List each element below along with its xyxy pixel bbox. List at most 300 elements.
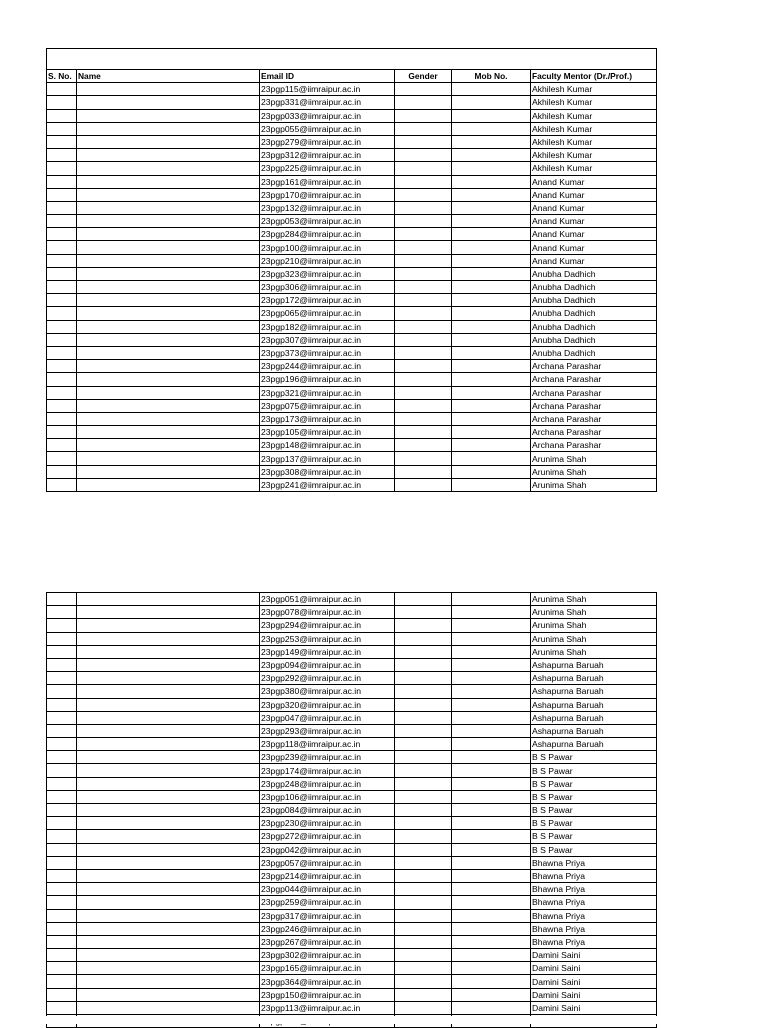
email-cell: 23pgp225@iimraipur.ac.in [260,162,395,175]
table-row [47,922,657,935]
sno-cell [47,162,77,175]
name-cell [77,96,260,109]
name-cell [77,606,260,619]
mobile-cell [452,658,531,671]
mobile-cell [452,975,531,988]
email-cell: 23pgp105@iimraipur.ac.in [260,426,395,439]
mentor-cell: Bhawna Priya [531,856,657,869]
table-row [47,465,657,478]
email-cell: 23pgp075@iimraipur.ac.in [260,399,395,412]
mentor-cell: Anand Kumar [531,188,657,201]
sno-cell [47,856,77,869]
mentor-cell: B S Pawar [531,804,657,817]
sno-cell [47,426,77,439]
table-row [47,439,657,452]
table-row [47,426,657,439]
roster-table-1 [46,48,656,492]
gender-cell [395,804,452,817]
mobile-cell [452,333,531,346]
name-cell [77,869,260,882]
gender-cell [395,122,452,135]
mentor-cell: Archana Parashar [531,373,657,386]
table-row [47,96,657,109]
gender-cell [395,412,452,425]
name-cell [77,777,260,790]
mentor-cell: B S Pawar [531,777,657,790]
sno-cell [47,619,77,632]
name-cell [77,307,260,320]
mentor-cell: B S Pawar [531,764,657,777]
table-row [47,698,657,711]
mobile-cell [452,162,531,175]
sno-cell [47,307,77,320]
email-cell: 23pgp042@iimraipur.ac.in [260,843,395,856]
gender-cell [395,254,452,267]
table-row [47,149,657,162]
table-row [47,645,657,658]
table-row [47,988,657,1001]
email-cell: 23pgp132@iimraipur.ac.in [260,201,395,214]
gender-cell [395,922,452,935]
gender-cell [395,869,452,882]
sno-cell [47,817,77,830]
sno-cell [47,896,77,909]
mobile-cell [452,804,531,817]
email-cell: 23pgp241@iimraipur.ac.in [260,478,395,491]
sno-cell [47,922,77,935]
mobile-cell [452,452,531,465]
email-cell: 23pgp106@iimraipur.ac.in [260,790,395,803]
name-cell [77,162,260,175]
mobile-cell [452,241,531,254]
gender-cell [395,883,452,896]
mentor-cell: Archana Parashar [531,412,657,425]
mobile-cell [452,738,531,751]
email-cell: 23pgp044@iimraipur.ac.in [260,883,395,896]
name-cell [77,478,260,491]
sno-cell [47,672,77,685]
table-row [47,320,657,333]
gender-cell [395,935,452,948]
table-row [47,817,657,830]
page-cut [46,1016,658,1024]
gender-cell [395,267,452,280]
gender-cell [395,975,452,988]
email-cell: 23pgp182@iimraipur.ac.in [260,320,395,333]
table-row [47,412,657,425]
mobile-cell [452,830,531,843]
mobile-cell [452,606,531,619]
mentor-cell: B S Pawar [531,830,657,843]
table-row [47,135,657,148]
mobile-cell [452,135,531,148]
mentor-cell: Bhawna Priya [531,909,657,922]
email-cell: 23pgp055@iimraipur.ac.in [260,122,395,135]
name-cell [77,843,260,856]
mentor-cell: Akhilesh Kumar [531,135,657,148]
mobile-cell [452,267,531,280]
email-cell: 23pgp253@iimraipur.ac.in [260,632,395,645]
table-row [47,83,657,96]
gender-cell [395,452,452,465]
mentor-cell: Anand Kumar [531,201,657,214]
mobile-cell [452,320,531,333]
email-cell: 23pgp373@iimraipur.ac.in [260,346,395,359]
sno-cell [47,360,77,373]
email-cell: 23pgp244@iimraipur.ac.in [260,360,395,373]
table-row [47,399,657,412]
email-cell: 23pgp115@iimraipur.ac.in [260,83,395,96]
table-row [47,804,657,817]
gender-cell [395,724,452,737]
title-row [47,49,657,70]
email-cell: 23pgp084@iimraipur.ac.in [260,804,395,817]
sno-cell [47,188,77,201]
email-cell: 23pgp321@iimraipur.ac.in [260,386,395,399]
email-cell: 23pgp170@iimraipur.ac.in [260,188,395,201]
gender-cell [395,360,452,373]
mobile-cell [452,215,531,228]
table-row [47,386,657,399]
mentor-cell: Arunima Shah [531,632,657,645]
gender-cell [395,738,452,751]
header-mobile: Mob No. [452,70,531,83]
gender-cell [395,333,452,346]
gender-cell [395,1001,452,1014]
email-cell: 23pgp323@iimraipur.ac.in [260,267,395,280]
name-cell [77,281,260,294]
table-row [47,738,657,751]
name-cell [77,267,260,280]
mobile-cell [452,412,531,425]
mobile-cell [452,632,531,645]
mobile-cell [452,294,531,307]
table-row [47,228,657,241]
sno-cell [47,228,77,241]
mentor-cell: Arunima Shah [531,452,657,465]
email-cell: 23pgp051@iimraipur.ac.in [260,593,395,606]
gender-cell [395,386,452,399]
table-row [47,215,657,228]
gender-cell [395,817,452,830]
mentor-cell: Akhilesh Kumar [531,96,657,109]
mentor-cell: Archana Parashar [531,386,657,399]
sno-cell [47,201,77,214]
email-cell: 23pgp239@iimraipur.ac.in [260,751,395,764]
header-gender: Gender [395,70,452,83]
table-row [47,856,657,869]
email-cell: 23pgp302@iimraipur.ac.in [260,949,395,962]
header-sno: S. No. [47,70,77,83]
email-cell: 23pgp149@iimraipur.ac.in [260,645,395,658]
email-cell: 23pgp248@iimraipur.ac.in [260,777,395,790]
mentor-cell: Archana Parashar [531,360,657,373]
mobile-cell [452,281,531,294]
mentor-cell: Archana Parashar [531,426,657,439]
header-name: Name [77,70,260,83]
email-cell: 23pgp331@iimraipur.ac.in [260,96,395,109]
name-cell [77,109,260,122]
mentor-cell: Anubha Dadhich [531,281,657,294]
mentor-cell: Bhawna Priya [531,896,657,909]
name-cell [77,241,260,254]
sno-cell [47,909,77,922]
mobile-cell [452,751,531,764]
sno-cell [47,294,77,307]
table-row [47,658,657,671]
gender-cell [395,988,452,1001]
mobile-cell [452,254,531,267]
name-cell [77,465,260,478]
name-cell [77,764,260,777]
roster-table-2 [46,592,656,1028]
email-cell: 23pgp294@iimraipur.ac.in [260,619,395,632]
name-cell [77,215,260,228]
mobile-cell [452,724,531,737]
gender-cell [395,711,452,724]
sno-cell [47,883,77,896]
gender-cell [395,83,452,96]
gender-cell [395,241,452,254]
mobile-cell [452,399,531,412]
sno-cell [47,386,77,399]
table-row [47,777,657,790]
sno-cell [47,658,77,671]
mobile-cell [452,790,531,803]
gender-cell [395,632,452,645]
table-row [47,830,657,843]
sno-cell [47,452,77,465]
sno-cell [47,606,77,619]
table-row [47,360,657,373]
sno-cell [47,751,77,764]
email-cell: 23pgp380@iimraipur.ac.in [260,685,395,698]
name-cell [77,685,260,698]
mobile-cell [452,96,531,109]
mentor-cell: Akhilesh Kumar [531,162,657,175]
sno-cell [47,267,77,280]
mentor-cell: B S Pawar [531,843,657,856]
name-cell [77,883,260,896]
sno-cell [47,843,77,856]
mentor-cell: Archana Parashar [531,439,657,452]
name-cell [77,228,260,241]
gender-cell [395,320,452,333]
mobile-cell [452,83,531,96]
email-cell: 23pgp279@iimraipur.ac.in [260,135,395,148]
gender-cell [395,346,452,359]
name-cell [77,83,260,96]
name-cell [77,373,260,386]
mobile-cell [452,122,531,135]
sno-cell [47,333,77,346]
gender-cell [395,672,452,685]
gender-cell [395,751,452,764]
name-cell [77,645,260,658]
email-cell: 23pgp094@iimraipur.ac.in [260,658,395,671]
name-cell [77,738,260,751]
header-faculty-mentor: Faculty Mentor (Dr./Prof.) [531,70,657,83]
mentor-cell: Arunima Shah [531,606,657,619]
table-row [47,751,657,764]
gender-cell [395,109,452,122]
mobile-cell [452,883,531,896]
name-cell [77,922,260,935]
table-row [47,254,657,267]
mobile-cell [452,201,531,214]
mobile-cell [452,426,531,439]
name-cell [77,790,260,803]
mobile-cell [452,593,531,606]
email-cell: 23pgp306@iimraipur.ac.in [260,281,395,294]
mentor-cell: Damini Saini [531,975,657,988]
mentor-cell: Akhilesh Kumar [531,83,657,96]
email-cell: 23pgp118@iimraipur.ac.in [260,738,395,751]
mentor-cell: Bhawna Priya [531,869,657,882]
table-row [47,333,657,346]
sno-cell [47,790,77,803]
mentor-cell: Arunima Shah [531,478,657,491]
name-cell [77,804,260,817]
table-row [47,241,657,254]
gender-cell [395,465,452,478]
sno-cell [47,439,77,452]
sno-cell [47,412,77,425]
gender-cell [395,949,452,962]
mentor-cell: Anubha Dadhich [531,346,657,359]
mobile-cell [452,685,531,698]
name-cell [77,830,260,843]
email-cell: 23pgp172@iimraipur.ac.in [260,294,395,307]
gender-cell [395,307,452,320]
mentor-cell: B S Pawar [531,751,657,764]
mentor-cell: Anubha Dadhich [531,320,657,333]
mobile-cell [452,188,531,201]
email-cell: 23pgp165@iimraipur.ac.in [260,962,395,975]
email-cell: 23pgp053@iimraipur.ac.in [260,215,395,228]
table-row [47,346,657,359]
name-cell [77,909,260,922]
mobile-cell [452,360,531,373]
email-cell: 23pgp196@iimraipur.ac.in [260,373,395,386]
gender-cell [395,162,452,175]
mobile-cell [452,386,531,399]
mentor-cell: Ashapurna Baruah [531,658,657,671]
mobile-cell [452,922,531,935]
sno-cell [47,869,77,882]
email-cell: 23pgp161@iimraipur.ac.in [260,175,395,188]
mentor-cell: Arunima Shah [531,645,657,658]
gender-cell [395,896,452,909]
gender-cell [395,149,452,162]
mobile-cell [452,619,531,632]
name-cell [77,935,260,948]
gender-cell [395,135,452,148]
mentor-cell: Anand Kumar [531,215,657,228]
gender-cell [395,215,452,228]
mentor-cell: Ashapurna Baruah [531,724,657,737]
name-cell [77,658,260,671]
table-row [47,1001,657,1014]
email-cell: 23pgp210@iimraipur.ac.in [260,254,395,267]
mentor-cell: Arunima Shah [531,593,657,606]
email-cell: 23pgp137@iimraipur.ac.in [260,452,395,465]
mobile-cell [452,698,531,711]
mobile-cell [452,896,531,909]
table-row [47,281,657,294]
name-cell [77,320,260,333]
table-row [47,975,657,988]
sno-cell [47,96,77,109]
mentor-cell: Damini Saini [531,988,657,1001]
gender-cell [395,962,452,975]
mobile-cell [452,764,531,777]
sno-cell [47,122,77,135]
gender-cell [395,439,452,452]
sno-cell [47,215,77,228]
name-cell [77,988,260,1001]
table-row [47,843,657,856]
name-cell [77,1001,260,1014]
roster-body-1 [47,83,657,492]
gender-cell [395,645,452,658]
mentor-cell: Ashapurna Baruah [531,698,657,711]
table-row [47,294,657,307]
mentor-cell: Anand Kumar [531,175,657,188]
name-cell [77,975,260,988]
mentor-cell: Ashapurna Baruah [531,711,657,724]
mentor-cell: Anubha Dadhich [531,333,657,346]
mobile-cell [452,1001,531,1014]
sno-cell [47,738,77,751]
sno-cell [47,988,77,1001]
table-row [47,162,657,175]
gender-cell [395,478,452,491]
email-cell: 23pgp078@iimraipur.ac.in [260,606,395,619]
email-cell: 23pgp292@iimraipur.ac.in [260,672,395,685]
email-cell: 23pgp293@iimraipur.ac.in [260,724,395,737]
gender-cell [395,593,452,606]
mobile-cell [452,373,531,386]
sno-cell [47,804,77,817]
mobile-cell [452,645,531,658]
name-cell [77,254,260,267]
email-cell: 23pgp113@iimraipur.ac.in [260,1001,395,1014]
email-cell: 23pgp214@iimraipur.ac.in [260,869,395,882]
email-cell: 23pgp033@iimraipur.ac.in [260,109,395,122]
mobile-cell [452,935,531,948]
name-cell [77,333,260,346]
sno-cell [47,724,77,737]
mentor-cell: B S Pawar [531,817,657,830]
email-cell: 23pgp047@iimraipur.ac.in [260,711,395,724]
email-cell: 23pgp100@iimraipur.ac.in [260,241,395,254]
email-cell: 23pgp230@iimraipur.ac.in [260,817,395,830]
sno-cell [47,478,77,491]
name-cell [77,294,260,307]
mobile-cell [452,465,531,478]
gender-cell [395,96,452,109]
table-row [47,909,657,922]
email-cell: 23pgp065@iimraipur.ac.in [260,307,395,320]
sno-cell [47,949,77,962]
mobile-cell [452,149,531,162]
email-cell: 23pgp308@iimraipur.ac.in [260,465,395,478]
gender-cell [395,698,452,711]
sno-cell [47,685,77,698]
table-row [47,949,657,962]
mentor-cell: Bhawna Priya [531,935,657,948]
